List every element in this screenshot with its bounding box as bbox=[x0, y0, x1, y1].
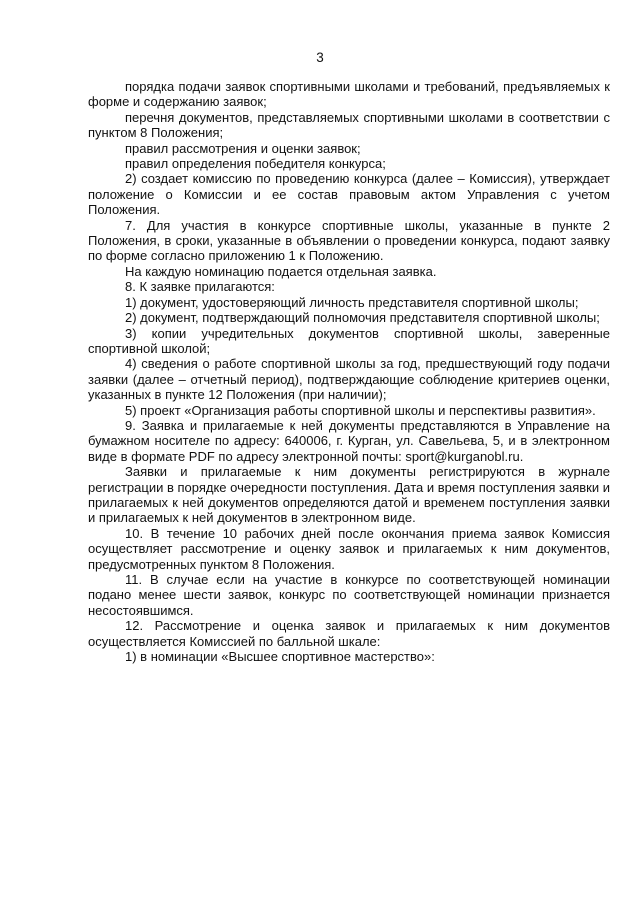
document-body bbox=[88, 79, 610, 664]
paragraph: Заявки и прилагаемые к ним документы регистрируются в журнале регистрации в порядке очередности поступления. Дата и время поступления заявки и прилагаемых к ней документов определяются датой и временем поступления заявки и прилагаемых к ней документов в электронном виде. bbox=[88, 464, 611, 526]
paragraph: порядка подачи заявок спортивными школами и требований, предъявляемых к форме и содержанию заявок; bbox=[88, 79, 610, 110]
paragraph: 9. Заявка и прилагаемые к ней документы представляются в Управление на бумажном носителе по адресу: 640006, г. Курган, ул. Савельева, 5, и в электронном виде в формате PDF по адресу электронной почты: sport@kurganobl.ru. bbox=[88, 417, 610, 464]
paragraph: правил определения победителя конкурса; bbox=[125, 156, 386, 172]
paragraph: перечня документов, представляемых спортивными школами в соответствии с пунктом 8 Положения; bbox=[88, 109, 610, 141]
paragraph: На каждую номинацию подается отдельная заявка. bbox=[125, 263, 437, 279]
page-number: 3 bbox=[316, 50, 324, 65]
paragraph: 1) документ, удостоверяющий личность представителя спортивной школы; bbox=[125, 294, 579, 310]
paragraph: 12. Рассмотрение и оценка заявок и прилагаемых к ним документов осуществляется Комиссией по балльной шкале: bbox=[88, 618, 610, 649]
paragraph: 7. Для участия в конкурсе спортивные школы, указанные в пункте 2 Положения, в сроки, указанные в объявлении о проведении конкурса, подают заявку по форме согласно приложению 1 к Положению. bbox=[88, 217, 610, 264]
paragraph: 5) проект «Организация работы спортивной школы и перспективы развития». bbox=[125, 402, 596, 418]
paragraph: 11. В случае если на участие в конкурсе по соответствующей номинации подано менее шести заявок, конкурс по соответствующей номинации признается несостоявшимся. bbox=[88, 572, 610, 618]
paragraph: 2) документ, подтверждающий полномочия представителя спортивной школы; bbox=[125, 310, 600, 326]
paragraph: 10. В течение 10 рабочих дней после окончания приема заявок Комиссия осуществляет рассмотрение и оценку заявок и прилагаемых к ним документов, предусмотренных пунктом 8 Положения. bbox=[88, 525, 610, 572]
paragraph: правил рассмотрения и оценки заявок; bbox=[125, 140, 361, 156]
paragraph: 3) копии учредительных документов спортивной школы, заверенные спортивной школой; bbox=[88, 325, 610, 356]
paragraph: 4) сведения о работе спортивной школы за год, предшествующий году подачи заявки (далее – отчетный период), подтверждающие соблюдение критериев оценки, указанных в пункте 12 Положения (при наличии); bbox=[88, 356, 610, 403]
paragraph: 8. К заявке прилагаются: bbox=[125, 279, 275, 295]
paragraph: 2) создает комиссию по проведению конкурса (далее – Комиссия), утверждает положение о Комиссии и ее состав правовым актом Управления с учетом Положения. bbox=[88, 171, 610, 218]
paragraph: 1) в номинации «Высшее спортивное мастерство»: bbox=[125, 649, 435, 665]
